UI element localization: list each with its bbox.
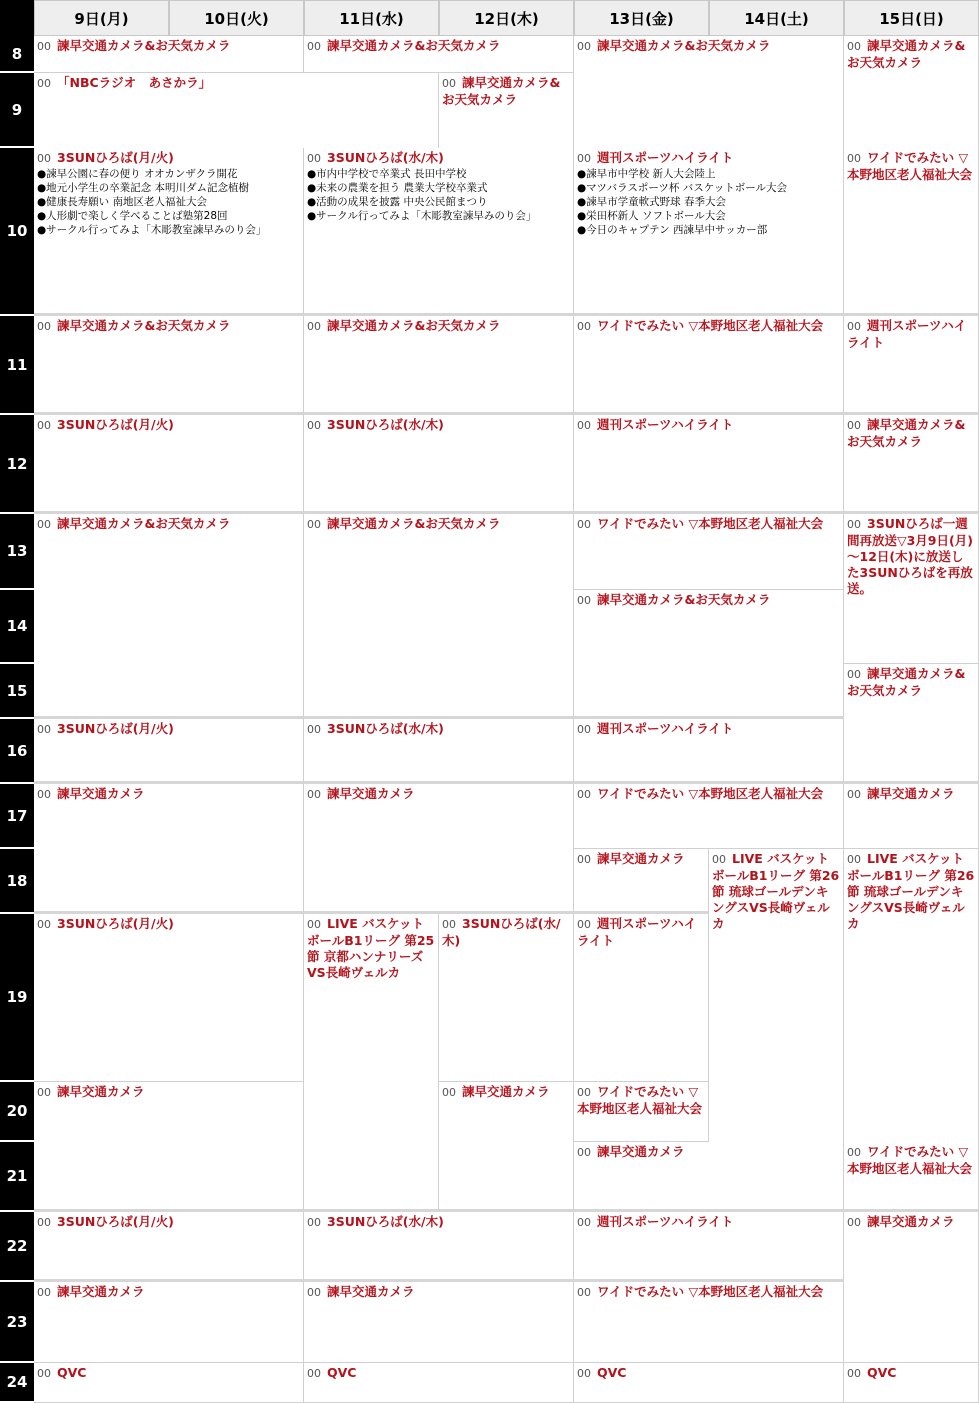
program-title: 週刊スポーツハイライト [597,417,734,432]
program-minute: 00 [307,723,321,736]
program-title: 諫早交通カメラ&お天気カメラ [327,318,501,333]
program-minute: 00 [847,788,861,801]
program-title: ワイドでみたい ▽本野地区老人福祉大会 [847,1144,973,1176]
program-title: QVC [597,1365,627,1380]
program-cell[interactable] [304,1282,574,1363]
program-title: 週刊スポーツハイライト [847,318,967,350]
program-cell[interactable] [844,784,979,849]
program-title-line [577,318,840,335]
program-minute: 00 [37,40,51,53]
program-cell[interactable] [34,1212,304,1282]
program-minute: 00 [847,1216,861,1229]
program-minute: 00 [847,1146,861,1159]
program-cell[interactable] [574,148,844,316]
program-title: 3SUNひろば(水/木) [327,721,444,736]
program-cell[interactable] [574,719,844,784]
program-title-line [847,1365,975,1382]
program-cell[interactable] [574,590,844,719]
program-cell[interactable] [304,1363,574,1403]
program-title: 諫早交通カメラ&お天気カメラ [597,592,771,607]
program-title: ワイドでみたい ▽本野地区老人福祉大会 [597,786,824,801]
day-header: 14日(土) [709,0,844,36]
hour-label: 9 [0,73,34,148]
program-title: 諫早交通カメラ [57,1084,145,1099]
hour-label: 8 [0,36,34,73]
program-title: ワイドでみたい ▽本野地区老人福祉大会 [597,516,824,531]
program-title: QVC [57,1365,87,1380]
program-minute: 00 [37,1286,51,1299]
program-minute: 00 [307,1216,321,1229]
program-cell[interactable] [844,1142,979,1212]
program-cell[interactable] [34,914,304,1082]
program-minute: 00 [577,1286,591,1299]
program-cell[interactable] [34,719,304,784]
program-cell[interactable] [304,514,574,719]
program-title: 3SUNひろば(月/火) [57,1214,174,1229]
program-detail: ●諫早公園に春の便り オオカンザクラ開花 [37,168,238,180]
program-title: 3SUNひろば(水/木) [442,916,561,948]
program-cell[interactable] [844,849,979,1177]
program-title-line [37,417,300,434]
hour-label: 15 [0,664,34,719]
program-cell[interactable] [34,36,304,73]
program-cell[interactable] [34,1363,304,1403]
program-minute: 00 [37,77,51,90]
program-title: 諫早交通カメラ [327,1284,415,1299]
program-cell[interactable] [844,316,979,415]
program-cell[interactable] [844,148,979,316]
hour-label: 13 [0,514,34,590]
program-minute: 00 [307,152,321,165]
program-minute: 00 [307,788,321,801]
program-title-line [577,38,840,55]
program-title: 諫早交通カメラ [597,1144,685,1159]
program-cell[interactable] [574,914,709,1082]
hour-label: 24 [0,1363,34,1403]
program-title: LIVE バスケットボールB1リーグ 第25節 京都ハンナリーズVS長崎ヴェルカ [307,916,435,980]
program-title: ワイドでみたい ▽本野地区老人福祉大会 [847,150,973,182]
program-detail: ●活動の成果を披露 中央公民館まつり [307,196,488,208]
program-cell[interactable] [34,148,304,316]
program-minute: 00 [37,320,51,333]
program-title-line [442,1084,570,1101]
program-title: LIVE バスケットボールB1リーグ 第26節 琉球ゴールデンキングスVS長崎ヴェルカ [712,851,840,931]
program-title: 3SUNひろば(月/火) [57,150,174,165]
program-cell[interactable] [34,1082,304,1212]
program-title: 諫早交通カメラ&お天気カメラ [57,318,231,333]
program-title-line [442,916,570,949]
program-minute: 00 [307,40,321,53]
program-minute: 00 [577,594,591,607]
program-minute: 00 [307,518,321,531]
program-minute: 00 [712,853,726,866]
program-title-line [307,417,570,434]
program-cell[interactable] [304,415,574,514]
program-title-line [307,516,570,533]
program-title-line [577,916,705,949]
program-minute: 00 [847,518,861,531]
program-minute: 00 [847,668,861,681]
program-minute: 00 [37,419,51,432]
program-cell[interactable] [574,784,844,849]
program-cell[interactable] [844,664,979,784]
program-title-line [307,721,570,738]
program-cell[interactable] [304,1212,574,1282]
program-title: 諫早交通カメラ [462,1084,550,1099]
program-title-line [847,38,975,71]
program-title: 諫早交通カメラ&お天気カメラ [57,516,231,531]
program-title: 週刊スポーツハイライト [577,916,697,948]
program-title-line [847,786,975,803]
program-minute: 00 [577,1146,591,1159]
program-title: 諫早交通カメラ [57,1284,145,1299]
program-title: QVC [867,1365,897,1380]
hour-label: 19 [0,914,34,1082]
program-title-line [307,38,570,55]
program-cell[interactable] [574,1212,844,1282]
hour-label: 11 [0,316,34,415]
program-title: 諫早交通カメラ&お天気カメラ [327,516,501,531]
program-minute: 00 [577,518,591,531]
program-title-line [37,721,300,738]
program-cell[interactable] [574,1082,709,1142]
program-cell[interactable] [574,514,844,590]
day-header: 10日(火) [169,0,304,36]
hour-label: 17 [0,784,34,849]
program-cell[interactable] [844,1363,979,1403]
program-minute: 00 [37,1367,51,1380]
program-title-line [847,666,975,699]
program-title-line [577,1284,840,1301]
program-title-line [37,75,435,92]
program-title: 諫早交通カメラ&お天気カメラ [442,75,561,107]
program-minute: 00 [442,918,456,931]
program-detail: ●未来の農業を担う 農業大学校卒業式 [307,182,488,194]
program-title-line [847,417,975,450]
program-minute: 00 [37,788,51,801]
program-minute: 00 [847,853,861,866]
program-title-line [307,916,435,981]
program-cell[interactable] [439,914,574,1082]
program-title: 週刊スポーツハイライト [597,150,734,165]
program-title-line [577,1084,705,1117]
day-header: 13日(金) [574,0,709,36]
program-title-line [712,851,840,932]
program-title-line [577,417,840,434]
program-detail: ●健康長寿願い 南地区老人福祉大会 [37,196,207,208]
program-cell[interactable] [844,514,979,664]
program-cell[interactable] [304,719,574,784]
program-cell[interactable] [34,415,304,514]
hour-label: 18 [0,849,34,914]
program-minute: 00 [847,1367,861,1380]
program-title-line [37,516,300,533]
day-header: 9日(月) [34,0,169,36]
program-minute: 00 [37,518,51,531]
hour-label: 22 [0,1212,34,1282]
program-minute: 00 [307,419,321,432]
day-header: 11日(水) [304,0,439,36]
program-minute: 00 [37,918,51,931]
program-title: 諫早交通カメラ [597,851,685,866]
program-title-line [307,1214,570,1231]
program-minute: 00 [847,40,861,53]
hour-label: 16 [0,719,34,784]
program-title: 「NBCラジオ あさかラ」 [57,75,212,90]
program-minute: 00 [577,152,591,165]
program-title-line [37,1365,300,1382]
program-title: 3SUNひろば(月/火) [57,417,174,432]
program-detail: ●地元小学生の卒業記念 本明川ダム記念植樹 [37,182,249,194]
program-minute: 00 [442,77,456,90]
program-detail: ●今日のキャプテン 西諫早中サッカー部 [577,224,768,236]
program-title-line [577,1214,840,1231]
program-title-line [847,150,975,183]
program-title-line [577,592,840,609]
program-minute: 00 [577,853,591,866]
program-cell[interactable] [304,148,574,316]
program-title: 諫早交通カメラ&お天気カメラ [327,38,501,53]
program-title: ワイドでみたい ▽本野地区老人福祉大会 [597,318,824,333]
program-title-line [847,851,975,932]
program-title: 諫早交通カメラ&お天気カメラ [847,38,966,70]
program-title-line [37,150,300,167]
program-title-line [37,38,300,55]
program-title-line [577,1144,840,1161]
program-title-line [577,851,705,868]
program-cell[interactable] [574,1142,844,1212]
program-cell[interactable] [574,849,709,914]
program-minute: 00 [577,40,591,53]
program-title-line [847,318,975,351]
program-minute: 00 [847,320,861,333]
day-header: 12日(木) [439,0,574,36]
program-title-line [37,786,300,803]
program-detail: ●サークル行ってみよ「木彫教室諫早みのり会」 [307,210,537,222]
program-detail: ●諫早市中学校 新人大会陸上 [577,168,716,180]
program-cell[interactable] [34,316,304,415]
program-detail: ●マツバラスポーツ杯 バスケットボール大会 [577,182,788,194]
program-title: 諫早交通カメラ [327,786,415,801]
program-minute: 00 [37,1216,51,1229]
program-minute: 00 [577,788,591,801]
program-title-line [37,916,300,933]
program-cell[interactable] [304,36,574,73]
program-title-line [37,1084,300,1101]
hour-label: 21 [0,1142,34,1212]
program-minute: 00 [307,320,321,333]
program-minute: 00 [307,918,321,931]
program-cell[interactable] [844,415,979,514]
day-header: 15日(日) [844,0,979,36]
program-minute: 00 [37,723,51,736]
hour-label: 14 [0,590,34,664]
program-title-line [307,318,570,335]
program-title: 諫早交通カメラ [867,1214,955,1229]
program-title-line [307,1365,570,1382]
program-minute: 00 [577,1086,591,1099]
program-minute: 00 [577,723,591,736]
program-cell[interactable] [304,784,574,914]
program-cell[interactable] [34,1282,304,1363]
program-minute: 00 [37,1086,51,1099]
program-minute: 00 [307,1286,321,1299]
program-cell[interactable] [34,514,304,719]
program-title-line [577,1365,840,1382]
hour-label: 23 [0,1282,34,1363]
program-cell[interactable] [574,316,844,415]
program-title-line [37,318,300,335]
program-title-line [37,1214,300,1231]
program-title: 週刊スポーツハイライト [597,1214,734,1229]
program-title: ワイドでみたい ▽本野地区老人福祉大会 [597,1284,824,1299]
program-minute: 00 [577,419,591,432]
program-cell[interactable] [574,1282,844,1363]
program-title: 諫早交通カメラ&お天気カメラ [847,666,966,698]
program-title-line [847,1214,975,1231]
program-title: 諫早交通カメラ&お天気カメラ [57,38,231,53]
program-minute: 00 [577,1367,591,1380]
program-minute: 00 [847,419,861,432]
program-detail: ●サークル行ってみよ「木彫教室諫早みのり会」 [37,224,267,236]
program-title-line [307,786,570,803]
program-title-line [577,150,840,167]
program-minute: 00 [307,1367,321,1380]
program-cell[interactable] [34,784,304,914]
program-title: 3SUNひろば(水/木) [327,1214,444,1229]
program-title: 諫早交通カメラ [57,786,145,801]
program-minute: 00 [577,918,591,931]
program-title: 諫早交通カメラ&お天気カメラ [597,38,771,53]
program-cell[interactable] [304,316,574,415]
hour-label: 12 [0,415,34,514]
program-title-line [307,150,570,167]
program-cell[interactable] [844,1212,979,1363]
hour-label: 20 [0,1082,34,1142]
program-title: 3SUNひろば一週間再放送▽3月9日(月)～12日(木)に放送した3SUNひろばを再放送。 [847,516,973,596]
program-minute: 00 [847,152,861,165]
program-title-line [847,1144,975,1177]
program-title-line [847,516,975,597]
program-title-line [37,1284,300,1301]
program-title-line [307,1284,570,1301]
program-title: 諫早交通カメラ&お天気カメラ [847,417,966,449]
program-minute: 00 [577,1216,591,1229]
program-title-line [442,75,570,108]
program-minute: 00 [577,320,591,333]
program-detail: ●諫早市学童軟式野球 春季大会 [577,196,726,208]
program-title: QVC [327,1365,357,1380]
program-title: 諫早交通カメラ [867,786,955,801]
program-title-line [577,516,840,533]
program-detail: ●市内中学校で卒業式 長田中学校 [307,168,467,180]
program-title: 3SUNひろば(水/木) [327,150,444,165]
program-title: 週刊スポーツハイライト [597,721,734,736]
hour-label: 10 [0,148,34,316]
program-minute: 00 [442,1086,456,1099]
program-detail: ●人形劇で楽しく学べることば塾第28回 [37,210,228,222]
program-title: LIVE バスケットボールB1リーグ 第26節 琉球ゴールデンキングスVS長崎ヴェルカ [847,851,975,931]
program-cell[interactable] [574,1363,844,1403]
program-cell[interactable] [574,415,844,514]
program-title-line [577,786,840,803]
program-title: 3SUNひろば(月/火) [57,721,174,736]
program-title: 3SUNひろば(月/火) [57,916,174,931]
program-detail: ●栄田杯新人 ソフトボール大会 [577,210,726,222]
program-cell[interactable] [304,914,439,1212]
program-title-line [577,721,840,738]
program-minute: 00 [37,152,51,165]
program-cell[interactable] [439,1082,574,1212]
program-title: ワイドでみたい ▽本野地区老人福祉大会 [577,1084,703,1116]
program-title: 3SUNひろば(水/木) [327,417,444,432]
